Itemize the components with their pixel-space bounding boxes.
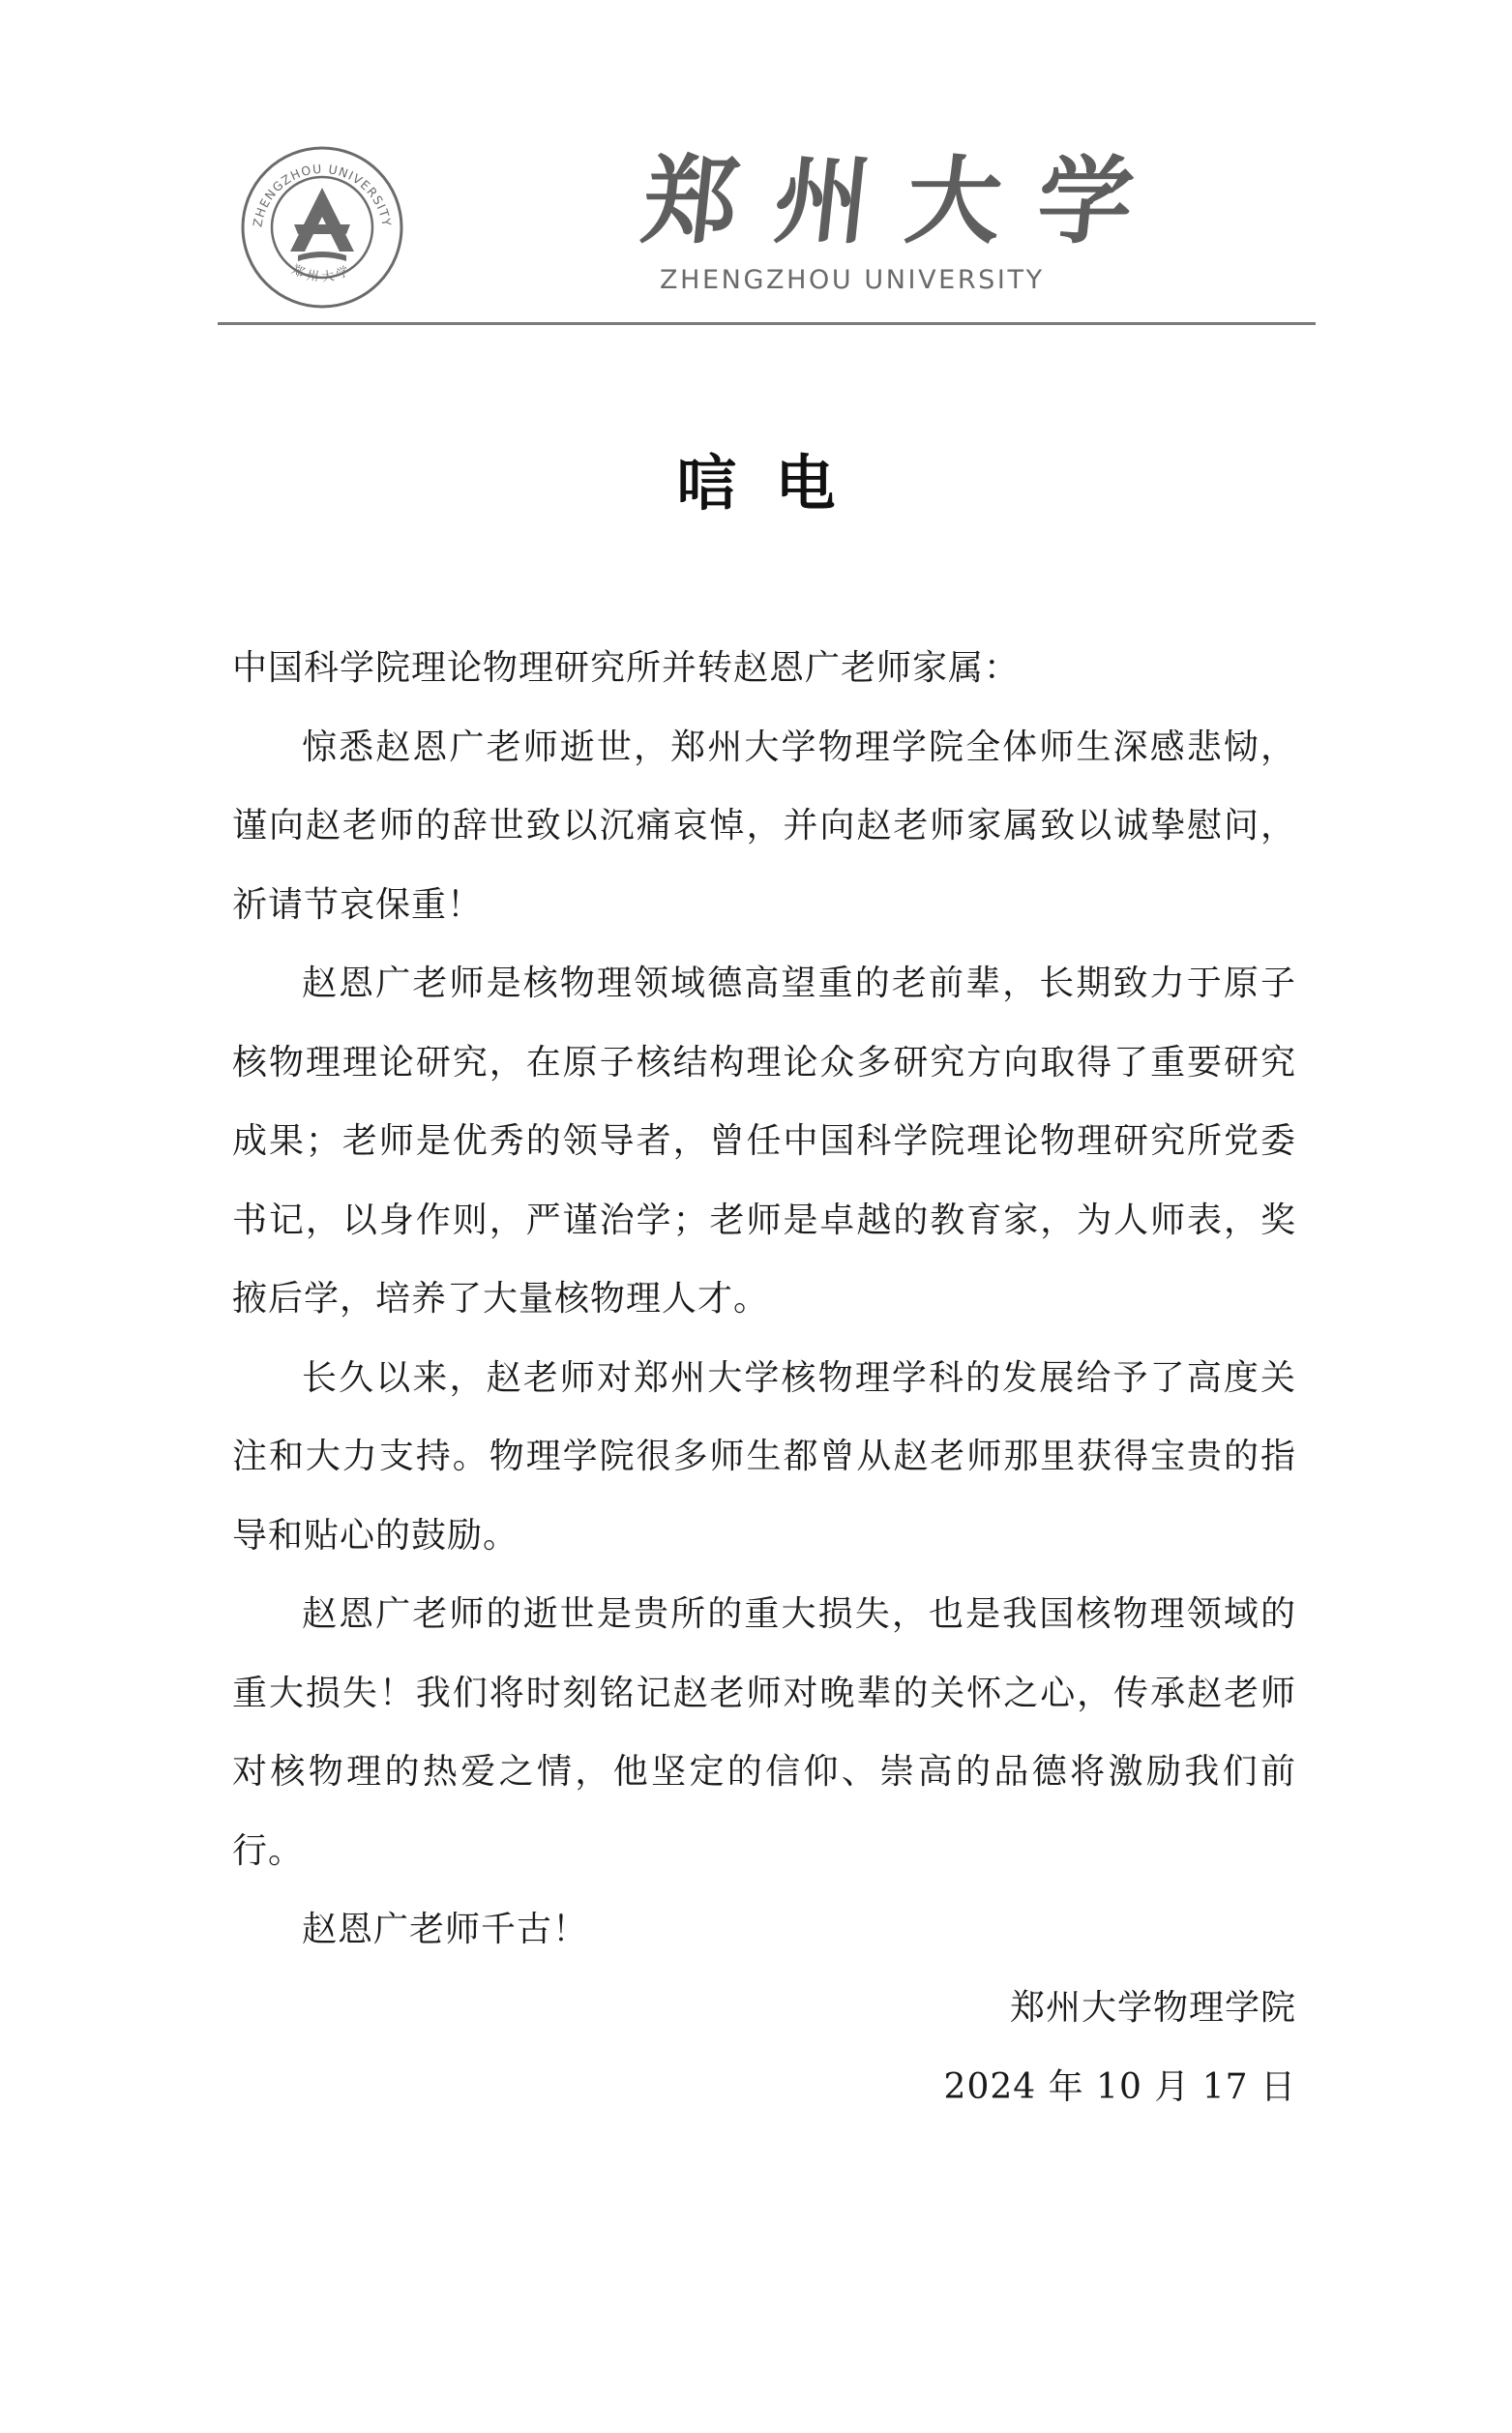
paragraph-support: 长久以来，赵老师对郑州大学核物理学科的发展给予了高度关注和大力支持。物理学院很多师生都曾从赵老师那里获得宝贵的指导和贴心的鼓励。 (232, 1357, 1296, 1556)
salutation: 中国科学院理论物理研究所并转赵恩广老师家属： (232, 648, 1021, 688)
university-name-cn: 郑州大学 (637, 147, 1176, 257)
seal-arc-top-text: ZHENGZHOU UNIVERSITY (250, 161, 395, 228)
paragraph-condolence: 惊悉赵恩广老师逝世，郑州大学物理学院全体师生深感悲恸，谨向赵老师的辞世致以沉痛哀悼，并向赵老师家属致以诚挚慰问，祈请节哀保重！ (232, 727, 1296, 925)
university-seal-logo (240, 145, 404, 310)
paragraph-closing: 赵恩广老师千古！ (302, 1910, 589, 1949)
letter-body (232, 629, 1296, 1970)
sender-name: 郑州大学物理学院 (1009, 1988, 1296, 2028)
university-name-en: ZHENGZHOU UNIVERSITY (660, 265, 1045, 295)
paragraph-loss: 赵恩广老师的逝世是贵所的重大损失，也是我国核物理领域的重大损失！我们将时刻铭记赵老师对晚辈的关怀之心，传承赵老师对核物理的热爱之情，他坚定的信仰、崇高的品德将激励我们前行。 (232, 1594, 1296, 1871)
signature-block (944, 1969, 1296, 2126)
document-title: 唁电 (676, 448, 875, 519)
svg-text:郑州大学 (289, 261, 355, 284)
seal-arc-bottom-text: 郑州大学 (288, 262, 356, 285)
letter-date: 2024 年 10 月 17 日 (943, 2066, 1296, 2107)
paragraph-achievements: 赵恩广老师是核物理领域德高望重的老前辈，长期致力于原子核物理理论研究，在原子核结构理论众多研究方向取得了重要研究成果；老师是优秀的领导者，曾任中国科学院理论物理研究所党委书记，以身作则，严谨治学；老师是卓越的教育家，为人师表，奖掖后学，培养了大量核物理人才。 (232, 964, 1296, 1319)
header-divider (218, 322, 1316, 325)
